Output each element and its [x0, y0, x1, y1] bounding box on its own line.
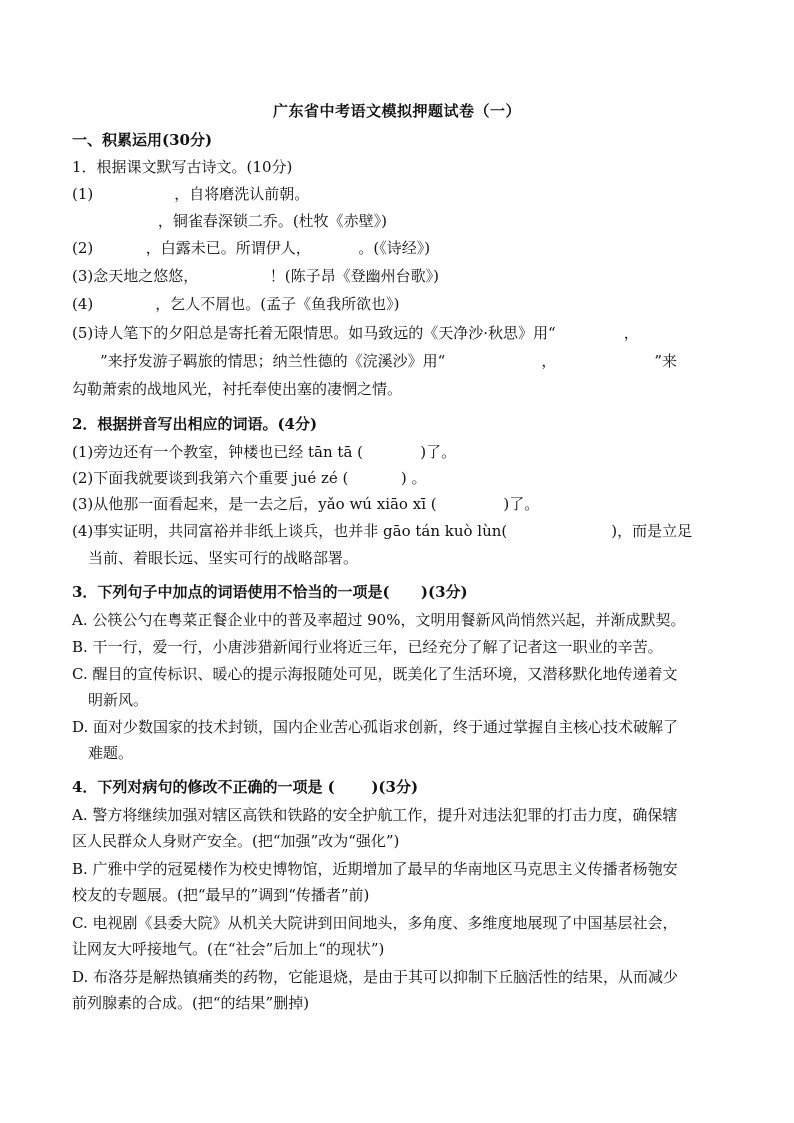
- question-1-line-5: (4) ，乞人不屑也。(孟子《鱼我所欲也》): [72, 295, 400, 313]
- question-2-stem: 2．根据拼音写出相应的词语。(4分): [72, 415, 318, 433]
- question-3-option-c-cont: 明新风。: [88, 691, 149, 709]
- question-1-line-7-comma: ，: [541, 352, 557, 370]
- question-1-stem: 1．根据课文默写古诗文。(10分): [72, 158, 293, 176]
- question-4-option-c-cont: 让网友大呼接地气。(在“社会”后加上“的现状”): [72, 940, 385, 958]
- question-2-line-5: 当前、着眼长远、坚实可行的战略部署。: [88, 549, 359, 567]
- question-2-line-1: (1)旁边还有一个教室，钟楼也已经 tān tā ( )了。: [72, 443, 457, 461]
- question-3-option-c: C. 醒目的宣传标识、暖心的提示海报随处可见，既美化了生活环境，又潜移默化地传递着文: [72, 665, 678, 683]
- question-2-line-3: (3)从他那一面看起来，是一去之后，yǎo wú xiāo xī ( )了。: [72, 495, 540, 513]
- question-2-line-2: (2)下面我就要谈到我第六个重要 jué zé ( ) 。: [72, 469, 427, 487]
- question-3-option-a: A. 公筷公勺在粤菜正餐企业中的普及率超过 90%，文明用餐新风尚悄然兴起，并渐成默契。: [72, 611, 686, 629]
- question-2-line-4-text: (4)事实证明，共同富裕并非纸上谈兵，也并非 gāo tán kuò lùn(: [72, 522, 508, 540]
- question-1-line-3: (2) ，白露未已。所谓伊人， 。(《诗经》): [72, 239, 431, 257]
- question-1-line-6-comma: ，: [623, 324, 639, 342]
- question-1-line-7: [100, 351, 677, 371]
- question-1-line-7-end: ”来: [654, 352, 678, 370]
- question-4-option-a-cont: 区人民群众人身财产安全。(把“加强”改为“强化”): [72, 832, 400, 850]
- question-4-option-b-cont: 校友的专题展。(把“最早的”调到“传播者”前): [72, 886, 370, 904]
- question-1-line-2: ，铜雀春深锁二乔。(杜牧《赤壁》): [72, 212, 388, 230]
- question-1-line-6: [72, 323, 639, 343]
- question-1-line-8: 勾勒萧索的战地风光，衬托奉使出塞的凄惘之情。: [72, 380, 403, 398]
- question-2-line-4: [72, 521, 692, 541]
- section-heading: 一、积累运用(30分): [72, 131, 213, 149]
- question-1-line-7-text: ”来抒发游子羁旅的情思；纳兰性德的《浣溪沙》用“: [100, 352, 446, 370]
- question-4-option-d-cont: 前列腺素的合成。(把“的结果”删掉): [72, 994, 310, 1012]
- question-1-line-1: (1) ，自将磨洗认前朝。: [72, 185, 310, 203]
- question-4-option-a: A. 警方将继续加强对辖区高铁和铁路的安全护航工作，提升对违法犯罪的打击力度，确保辖: [72, 806, 678, 824]
- question-4-stem: 4．下列对病句的修改不正确的一项是 ( )(3分): [72, 778, 419, 796]
- question-3-stem: 3．下列句子中加点的词语使用不恰当的一项是( )(3分): [72, 583, 468, 601]
- question-4-option-c: C. 电视剧《县委大院》从机关大院讲到田间地头，多角度、多维度地展现了中国基层社会，: [72, 914, 678, 932]
- question-2-line-4-end: )，而是立足: [611, 522, 693, 540]
- question-4-option-d: D. 布洛芬是解热镇痛类的药物，它能退烧，是由于其可以抑制下丘脑活性的结果，从而减少: [72, 968, 679, 986]
- question-3-option-d: D. 面对少数国家的技术封锁，国内企业苦心孤诣求创新，终于通过掌握自主核心技术破解了: [72, 718, 679, 736]
- question-4-option-b: B. 广雅中学的冠冕楼作为校史博物馆，近期增加了最早的华南地区马克思主义传播者杨匏安: [72, 860, 678, 878]
- question-1-line-4: (3)念天地之悠悠， ！(陈子昂《登幽州台歌》): [72, 267, 439, 285]
- question-3-option-b: B. 干一行，爱一行，小唐涉猎新闻行业将近三年，已经充分了解了记者这一职业的辛苦。: [72, 638, 663, 656]
- page-title: 广东省中考语文模拟押题试卷（一）: [272, 102, 521, 120]
- question-3-option-d-cont: 难题。: [88, 744, 134, 762]
- question-1-line-6-text: (5)诗人笔下的夕阳总是寄托着无限情思。如马致远的《天净沙·秋思》用“: [72, 324, 556, 342]
